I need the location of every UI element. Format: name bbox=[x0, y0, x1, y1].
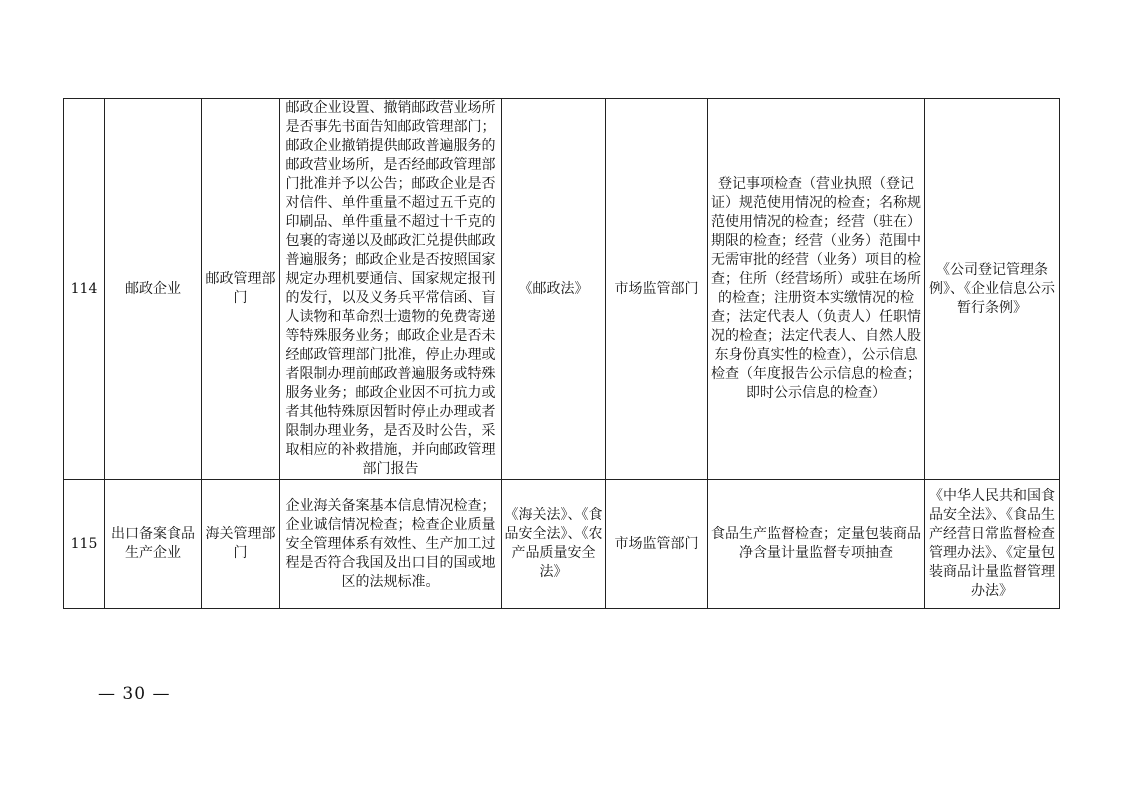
row-number: 115 bbox=[64, 480, 105, 609]
market-inspection-items: 食品生产监督检查；定量包装商品净含量计量监督专项抽查 bbox=[708, 480, 925, 609]
market-inspection-items: 登记事项检查（营业执照（登记证）规范使用情况的检查；名称规范使用情况的检查；经营（驻在）期限的检查；经营（业务）范围中无需审批的经营（业务）项目的检查；住所（经营场所）或驻在场所的检查；注册资本实缴情况的检查；法定代表人（负责人）任职情况的检查；法定代表人、自然人股东身份真实性的检查），公示信息检查（年度报告公示信息的检查；即时公示信息的检查） bbox=[708, 99, 925, 480]
table-row bbox=[64, 99, 1060, 480]
legal-basis: 《邮政法》 bbox=[502, 99, 606, 480]
inspected-target: 邮政企业 bbox=[105, 99, 202, 480]
market-department: 市场监管部门 bbox=[606, 99, 708, 480]
table-row bbox=[64, 480, 1060, 609]
page-number: — 30 — bbox=[98, 684, 171, 704]
supervision-table bbox=[63, 98, 1060, 609]
row-number: 114 bbox=[64, 99, 105, 480]
legal-basis: 《海关法》、《食品安全法》、《农产品质量安全法》 bbox=[502, 480, 606, 609]
inspected-target: 出口备案食品生产企业 bbox=[105, 480, 202, 609]
responsible-department: 邮政管理部门 bbox=[202, 99, 280, 480]
inspection-content: 企业海关备案基本信息情况检查；企业诚信情况检查；检查企业质量安全管理体系有效性、生产加工过程是否符合我国及出口目的国或地区的法规标准。 bbox=[280, 480, 502, 609]
responsible-department: 海关管理部门 bbox=[202, 480, 280, 609]
market-department: 市场监管部门 bbox=[606, 480, 708, 609]
market-legal-basis: 《中华人民共和国食品安全法》、《食品生产经营日常监督检查管理办法》、《定量包装商品计量监督管理办法》 bbox=[925, 480, 1060, 609]
market-legal-basis: 《公司登记管理条例》、《企业信息公示暂行条例》 bbox=[925, 99, 1060, 480]
inspection-content: 邮政企业设置、撤销邮政营业场所是否事先书面告知邮政管理部门；邮政企业撤销提供邮政普遍服务的邮政营业场所，是否经邮政管理部门批准并予以公告；邮政企业是否对信件、单件重量不超过五千克的印刷品、单件重量不超过十千克的包裹的寄递以及邮政汇兑提供邮政普遍服务；邮政企业是否按照国家规定办理机要通信、国家规定报刊的发行，以及义务兵平常信函、盲人读物和革命烈士遗物的免费寄递等特殊服务业务；邮政企业是否未经邮政管理部门批准，停止办理或者限制办理前邮政普遍服务或特殊服务业务；邮政企业因不可抗力或者其他特殊原因暂时停止办理或者限制办理业务，是否及时公告，采取相应的补救措施，并向邮政管理部门报告 bbox=[280, 99, 502, 480]
